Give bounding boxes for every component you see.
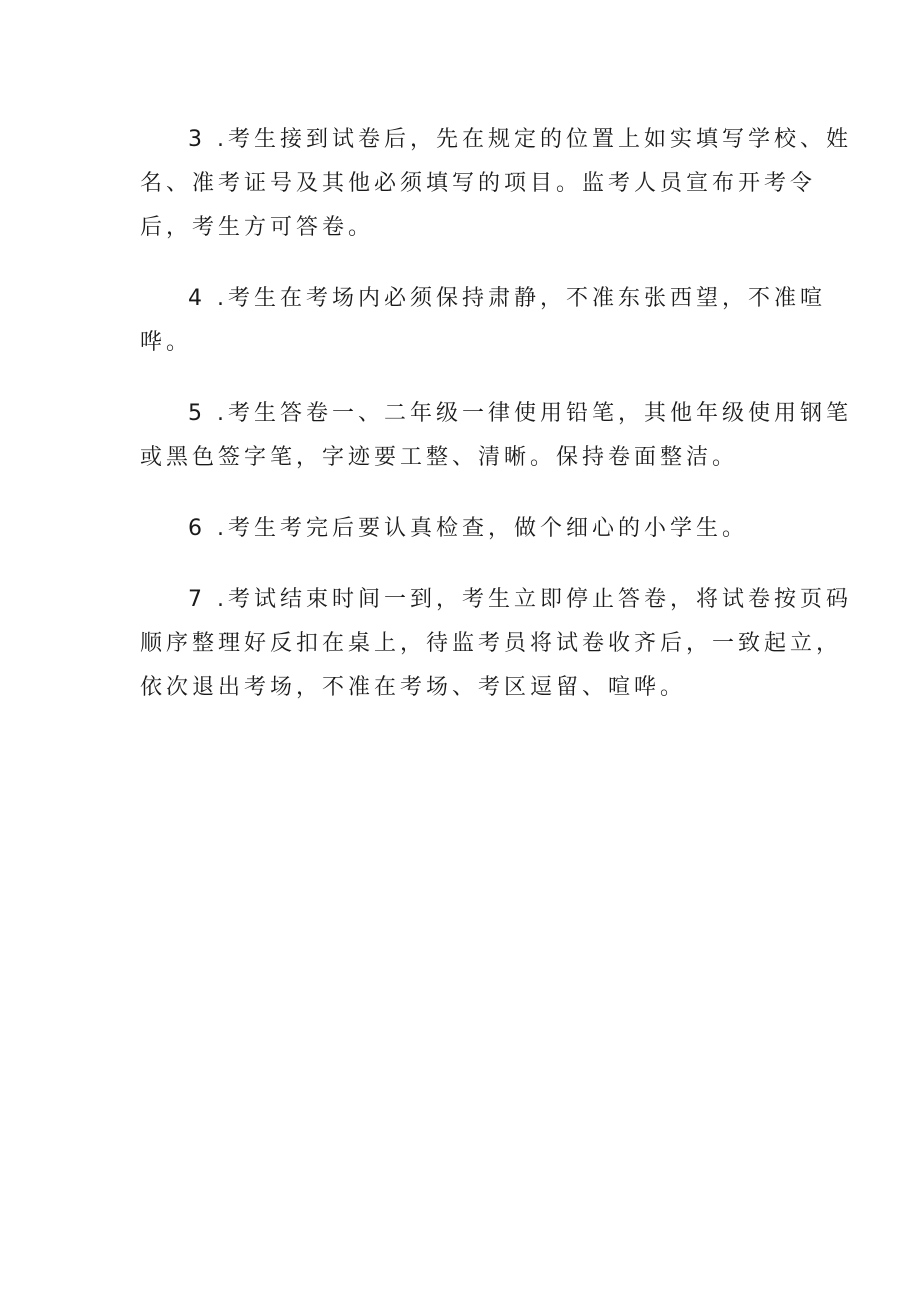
text-line: 4 .考生在考场内必须保持肃静，不准东张西望，不准喧	[188, 286, 826, 311]
paragraph-rule-6	[140, 507, 790, 551]
text-line: 6 .考生考完后要认真检查，做个细心的小学生。	[188, 516, 748, 541]
paragraph-rule-4	[140, 277, 826, 365]
text-line: 名、准考证号及其他必须填写的项目。监考人员宣布开考令	[140, 171, 817, 196]
paragraph-rule-3	[140, 118, 852, 250]
text-line: 顺序整理好反扣在桌上，待监考员将试卷收齐后，一致起立，	[140, 631, 843, 656]
text-line: 5 .考生答卷一、二年级一律使用铅笔，其他年级使用钢笔	[188, 401, 852, 426]
text-line: 或黑色签字笔，字迹要工整、清晰。保持卷面整洁。	[140, 445, 739, 470]
text-line: 哗。	[140, 330, 193, 355]
text-line: 3 .考生接到试卷后，先在规定的位置上如实填写学校、姓	[188, 127, 852, 152]
text-line: 7 .考试结束时间一到，考生立即停止答卷，将试卷按页码	[188, 587, 852, 612]
text-line: 后，考生方可答卷。	[140, 215, 375, 240]
paragraph-rule-5	[140, 392, 852, 480]
paragraph-rule-7	[140, 578, 852, 710]
text-line: 依次退出考场，不准在考场、考区逗留、喧哗。	[140, 675, 687, 700]
document-body	[140, 118, 852, 737]
